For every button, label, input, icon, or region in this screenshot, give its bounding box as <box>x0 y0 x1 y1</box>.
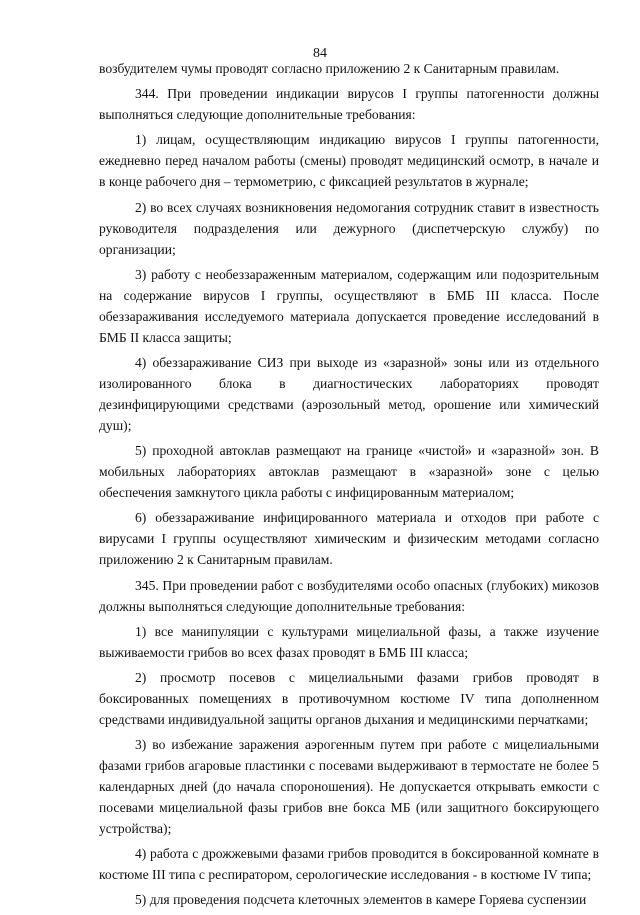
section-344-item-3: 3) работу с необеззараженным материалом, содержащим или подозрительным на содержание вирусов I группы, осуществляют в БМБ III класса. После обеззараживания исследуемого материала допускается проведение исследований в БМБ II класса защиты; <box>99 266 599 345</box>
section-344-heading: 344. При проведении индикации вирусов I группы патогенности должны выполняться следующие дополнительные требования: <box>99 86 599 123</box>
section-345-heading: 345. При проведении работ с возбудителями особо опасных (глубоких) микозов должны выполняться следующие дополнительные требования: <box>99 577 599 614</box>
paragraph-continuation: возбудителем чумы проводят согласно приложению 2 к Санитарным правилам. <box>99 61 560 76</box>
section-344-item-4: 4) обеззараживание СИЗ при выходе из «заразной» зоны или из отдельного изолированного блока в диагностических лабораториях проводят дезинфицирующими средствами (аэрозольный метод, орошение или химический душ); <box>99 354 599 433</box>
section-344-item-6: 6) обеззараживание инфицированного материала и отходов при работе с вирусами I группы осуществляют химическим и физическим методами согласно приложению 2 к Санитарным правилам. <box>99 510 599 568</box>
section-344-item-5: 5) проходной автоклав размещают на границе «чистой» и «заразной» зон. В мобильных лабораториях автоклав размещают в «заразной» зоне с целью обеспечения замкнутого цикла работы с инфицированным материалом; <box>99 443 599 501</box>
section-345-item-2: 2) просмотр посевов с мицелиальными фазами грибов проводят в боксированных помещениях в противочумном костюме IV типа дополненном средствами индивидуальной защиты органов дыхания и медицинскими перчатками; <box>99 669 599 727</box>
page-number: 84 <box>313 46 327 61</box>
section-345-item-1: 1) все манипуляции с культурами мицелиальной фазы, а также изучение выживаемости грибов во всех фазах проводят в БМБ III класса; <box>99 623 599 660</box>
section-345-item-5: 5) для проведения подсчета клеточных элементов в камере Горяева суспензии <box>135 892 587 908</box>
section-344-item-1: 1) лицам, осуществляющим индикацию вирусов I группы патогенности, ежедневно перед началом работы (смены) проводят медицинский осмотр, в начале и в конце рабочего дня – термометрию, с фиксацией результатов в журнале; <box>99 132 599 190</box>
section-345-item-4: 4) работа с дрожжевыми фазами грибов проводится в боксированной комнате в костюме III типа с респиратором, серологические исследования - в костюме IV типа; <box>99 846 599 883</box>
section-345-item-3: 3) во избежание заражения аэрогенным путем при работе с мицелиальными фазами грибов агаровые пластинки с посевами выдерживают в термостате не более 5 календарных дней (до начала спороношения). Не допускается открывать емкости с посевами мицелиальной фазы грибов вне бокса МБ (или защитного боксирующего устройства); <box>99 737 599 837</box>
document-body <box>99 58 599 915</box>
section-344-item-2: 2) во всех случаях возникновения недомогания сотрудник ставит в известность руководителя подразделения или дежурного (диспетчерскую службу) по организации; <box>99 199 599 257</box>
